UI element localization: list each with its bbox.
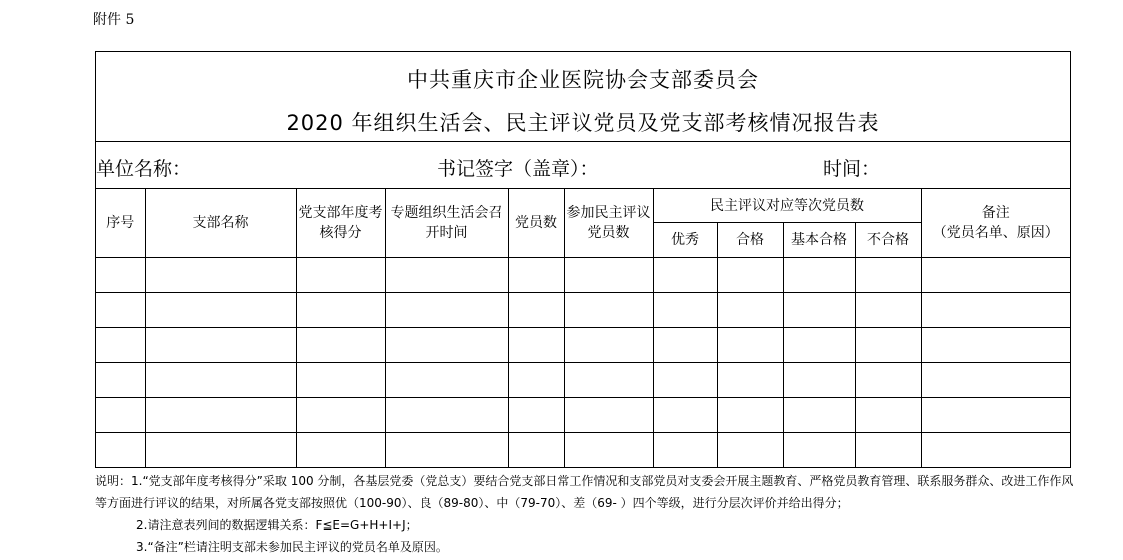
report-form	[95, 51, 1071, 468]
table-cell[interactable]	[783, 363, 855, 398]
table-cell[interactable]	[145, 293, 296, 328]
time-label: 时间：	[823, 158, 881, 180]
table-cell[interactable]	[385, 328, 508, 363]
table-cell[interactable]	[145, 258, 296, 293]
form-title-report: 2020 年组织生活会、民主评议党员及党支部考核情况报告表	[286, 111, 880, 135]
note-3: 3.“备注”栏请注明支部未参加民主评议的党员名单及原因。	[136, 540, 448, 554]
table-cell[interactable]	[921, 293, 1070, 328]
table-cell[interactable]	[653, 433, 717, 468]
table-cell[interactable]	[385, 363, 508, 398]
table-row	[96, 363, 1070, 398]
table-row	[96, 398, 1070, 433]
form-title-org: 中共重庆市企业医院协会支部委员会	[407, 68, 759, 92]
table-cell[interactable]	[564, 433, 653, 468]
table-cell[interactable]	[296, 293, 385, 328]
table-row	[96, 328, 1070, 363]
table-cell[interactable]	[508, 363, 564, 398]
table-cell[interactable]	[717, 363, 783, 398]
table-cell[interactable]	[145, 363, 296, 398]
unit-name-label: 单位名称：	[96, 158, 192, 180]
table-cell[interactable]	[855, 363, 921, 398]
header-participants-text: 参加民主评议党员数	[566, 205, 651, 241]
table-cell[interactable]	[564, 328, 653, 363]
table-cell[interactable]	[717, 258, 783, 293]
report-table	[96, 188, 1070, 467]
table-cell[interactable]	[717, 293, 783, 328]
table-cell[interactable]	[296, 433, 385, 468]
table-cell[interactable]	[96, 433, 145, 468]
table-cell[interactable]	[564, 258, 653, 293]
table-cell[interactable]	[783, 433, 855, 468]
header-excellent: 优秀	[653, 223, 717, 258]
table-cell[interactable]	[653, 328, 717, 363]
table-cell[interactable]	[296, 258, 385, 293]
table-cell[interactable]	[145, 398, 296, 433]
table-cell[interactable]	[653, 363, 717, 398]
header-rating-group: 民主评议对应等次党员数	[653, 189, 921, 223]
table-cell[interactable]	[783, 328, 855, 363]
table-cell[interactable]	[96, 328, 145, 363]
header-seq: 序号	[96, 189, 145, 258]
table-cell[interactable]	[145, 433, 296, 468]
table-cell[interactable]	[296, 363, 385, 398]
table-cell[interactable]	[653, 293, 717, 328]
table-cell[interactable]	[385, 258, 508, 293]
table-cell[interactable]	[564, 363, 653, 398]
table-cell[interactable]	[855, 258, 921, 293]
table-cell[interactable]	[855, 293, 921, 328]
table-cell[interactable]	[564, 398, 653, 433]
table-cell[interactable]	[783, 398, 855, 433]
table-cell[interactable]	[96, 398, 145, 433]
table-cell[interactable]	[385, 293, 508, 328]
header-qualified: 合格	[717, 223, 783, 258]
table-cell[interactable]	[855, 398, 921, 433]
header-participants	[564, 189, 653, 258]
table-cell[interactable]	[145, 328, 296, 363]
table-cell[interactable]	[508, 433, 564, 468]
secretary-signature-label: 书记签字（盖章）：	[437, 158, 599, 180]
table-cell[interactable]	[921, 258, 1070, 293]
table-cell[interactable]	[385, 398, 508, 433]
header-annual-score-text: 党支部年度考核得分	[298, 205, 383, 241]
attachment-label: 附件 5	[93, 12, 135, 28]
table-cell[interactable]	[296, 398, 385, 433]
table-cell[interactable]	[508, 293, 564, 328]
table-row	[96, 433, 1070, 468]
header-unqualified: 不合格	[855, 223, 921, 258]
header-member-count: 党员数	[508, 189, 564, 258]
header-meeting-time	[385, 189, 508, 258]
header-remarks	[921, 189, 1070, 258]
table-cell[interactable]	[296, 328, 385, 363]
signature-row	[96, 142, 1070, 188]
table-row	[96, 293, 1070, 328]
table-cell[interactable]	[508, 258, 564, 293]
table-cell[interactable]	[653, 398, 717, 433]
table-cell[interactable]	[855, 328, 921, 363]
header-meeting-time-text: 专题组织生活会召开时间	[390, 205, 503, 241]
table-cell[interactable]	[921, 433, 1070, 468]
table-cell[interactable]	[96, 363, 145, 398]
table-cell[interactable]	[653, 258, 717, 293]
title-block	[96, 52, 1070, 142]
table-cell[interactable]	[855, 433, 921, 468]
table-cell[interactable]	[783, 293, 855, 328]
header-basic-qualified: 基本合格	[783, 223, 855, 258]
table-cell[interactable]	[921, 398, 1070, 433]
table-cell[interactable]	[783, 258, 855, 293]
note-1: 说明：1.“党支部年度考核得分”采取 100 分制，各基层党委（党总支）要结合党支部日常工作情况和支部党员对支委会开展主题教育、严格党员教育管理、联系服务群众、改进工作作风等方面进行评议的结果，对所属各党支部按照优（100-90）、良（89-80）、中（79-70）、差（69- ）四个等级，进行分层次评价并给出得分；	[95, 474, 1074, 510]
header-remarks-title: 备注	[981, 205, 1010, 221]
table-cell[interactable]	[717, 328, 783, 363]
notes-section	[95, 470, 1080, 558]
table-cell[interactable]	[96, 258, 145, 293]
note-2: 2.请注意表列间的数据逻辑关系：F≦E=G+H+I+J；	[136, 518, 418, 532]
header-annual-score	[296, 189, 385, 258]
table-cell[interactable]	[508, 398, 564, 433]
table-cell[interactable]	[508, 328, 564, 363]
header-remarks-subtitle: （党员名单、原因）	[932, 225, 1059, 241]
table-cell[interactable]	[717, 433, 783, 468]
table-cell[interactable]	[717, 398, 783, 433]
table-cell[interactable]	[921, 328, 1070, 363]
header-branch-name: 支部名称	[145, 189, 296, 258]
table-row	[96, 258, 1070, 293]
table-cell[interactable]	[385, 433, 508, 468]
table-cell[interactable]	[921, 363, 1070, 398]
table-cell[interactable]	[564, 293, 653, 328]
table-cell[interactable]	[96, 293, 145, 328]
